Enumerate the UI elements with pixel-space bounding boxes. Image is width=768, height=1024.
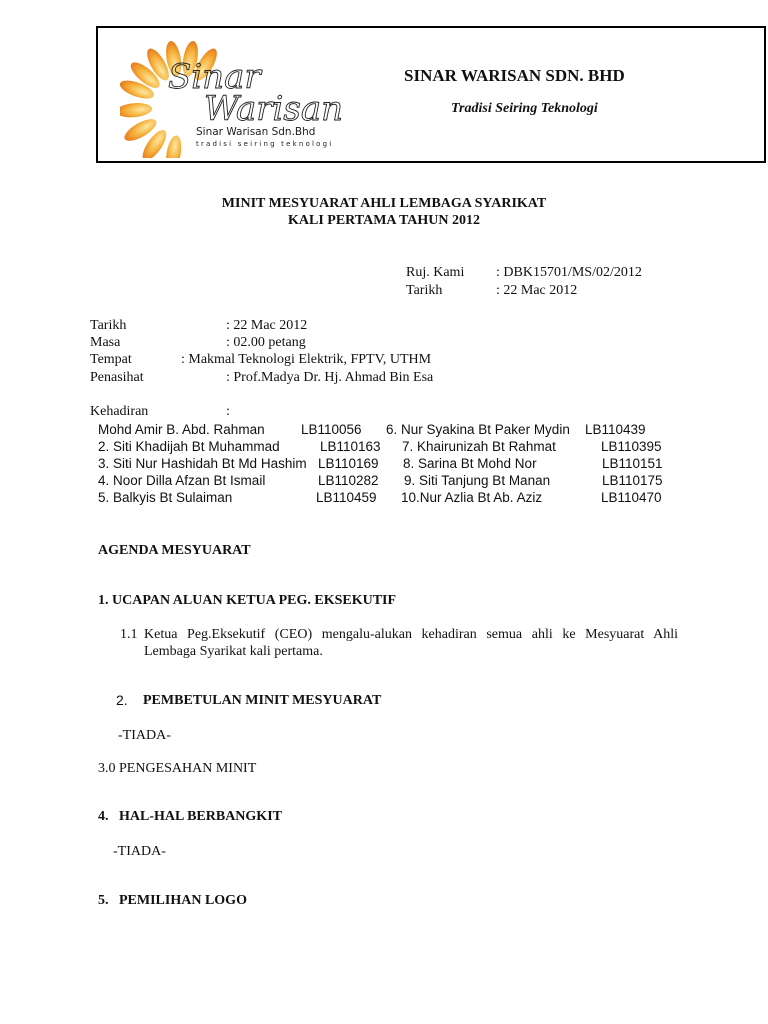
reference-label: Ruj. Kami — [406, 265, 465, 280]
logo-word-sinar: Sinar — [168, 57, 261, 97]
attendee-id: LB110395 — [601, 439, 662, 454]
attendee-name: 7. Khairunizah Bt Rahmat — [402, 439, 556, 454]
agenda-item-1-1-number: 1.1 — [120, 627, 138, 642]
agenda-item-4-body: -TIADA- — [113, 844, 166, 859]
letterhead-box — [96, 26, 766, 163]
detail-date-value: : 22 Mac 2012 — [226, 318, 308, 333]
attendee-id: LB110282 — [318, 473, 379, 488]
attendee-id: LB110151 — [602, 456, 663, 471]
agenda-item-2-number: 2. — [116, 692, 128, 708]
agenda-item-5-heading: 5. PEMILIHAN LOGO — [98, 893, 247, 908]
attendee-id: LB110175 — [602, 473, 663, 488]
reference-date-value: : 22 Mac 2012 — [496, 283, 578, 298]
logo-word-warisan: Warisan — [204, 89, 344, 129]
detail-time-label: Masa — [90, 335, 121, 350]
detail-date-label: Tarikh — [90, 318, 127, 333]
company-name: SINAR WARISAN SDN. BHD — [404, 66, 625, 85]
attendee-id: LB110470 — [601, 490, 662, 505]
attendance-colon: : — [226, 404, 230, 419]
document-title-line1: MINIT MESYUARAT AHLI LEMBAGA SYARIKAT — [221, 196, 547, 211]
reference-value: : DBK15701/MS/02/2012 — [496, 265, 642, 280]
attendee-name: 2. Siti Khadijah Bt Muhammad — [98, 439, 280, 454]
reference-date-label: Tarikh — [406, 283, 443, 298]
agenda-item-1-1-text-line1: Ketua Peg.Eksekutif (CEO) mengalu-alukan kehadiran semua ahli ke Mesyuarat Ahli — [144, 627, 678, 642]
attendee-name: 3. Siti Nur Hashidah Bt Md Hashim — [98, 456, 307, 471]
attendee-id: LB110163 — [320, 439, 381, 454]
logo-slogan: tradisi seiring teknologi — [196, 140, 334, 148]
logo-company-name: Sinar Warisan Sdn.Bhd — [196, 126, 316, 138]
document-title-line2: KALI PERTAMA TAHUN 2012 — [287, 213, 481, 228]
attendee-id: LB110439 — [585, 422, 646, 437]
attendee-id: LB110056 — [301, 422, 362, 437]
agenda-item-1-1-text-line2: Lembaga Syarikat kali pertama. — [144, 644, 323, 659]
attendee-name: 5. Balkyis Bt Sulaiman — [98, 490, 233, 505]
agenda-item-3-heading: 3.0 PENGESAHAN MINIT — [98, 761, 257, 776]
attendee-id: LB110169 — [318, 456, 379, 471]
agenda-item-4-heading: 4. HAL-HAL BERBANGKIT — [98, 809, 282, 824]
agenda-item-2-body: -TIADA- — [118, 728, 171, 743]
detail-place-value: : Makmal Teknologi Elektrik, FPTV, UTHM — [181, 352, 432, 367]
attendee-name: 8. Sarina Bt Mohd Nor — [403, 456, 537, 471]
detail-advisor-value: : Prof.Madya Dr. Hj. Ahmad Bin Esa — [226, 370, 434, 385]
agenda-heading: AGENDA MESYUARAT — [98, 543, 251, 558]
attendee-name: 9. Siti Tanjung Bt Manan — [404, 473, 551, 488]
detail-place-label: Tempat — [90, 352, 132, 367]
detail-time-value: : 02.00 petang — [226, 335, 306, 350]
attendee-name: 10.Nur Azlia Bt Ab. Aziz — [401, 490, 543, 505]
sinar-warisan-logo — [120, 36, 378, 158]
attendee-name: Mohd Amir B. Abd. Rahman — [98, 422, 265, 437]
attendance-label: Kehadiran — [90, 404, 149, 419]
company-tagline: Tradisi Seiring Teknologi — [451, 101, 598, 116]
attendee-id: LB110459 — [316, 490, 377, 505]
attendee-name: 6. Nur Syakina Bt Paker Mydin — [386, 422, 570, 437]
agenda-item-1-heading: 1. UCAPAN ALUAN KETUA PEG. EKSEKUTIF — [98, 593, 397, 608]
attendee-name: 4. Noor Dilla Afzan Bt Ismail — [98, 473, 266, 488]
detail-advisor-label: Penasihat — [90, 370, 144, 385]
agenda-item-2-heading: PEMBETULAN MINIT MESYUARAT — [143, 693, 382, 708]
